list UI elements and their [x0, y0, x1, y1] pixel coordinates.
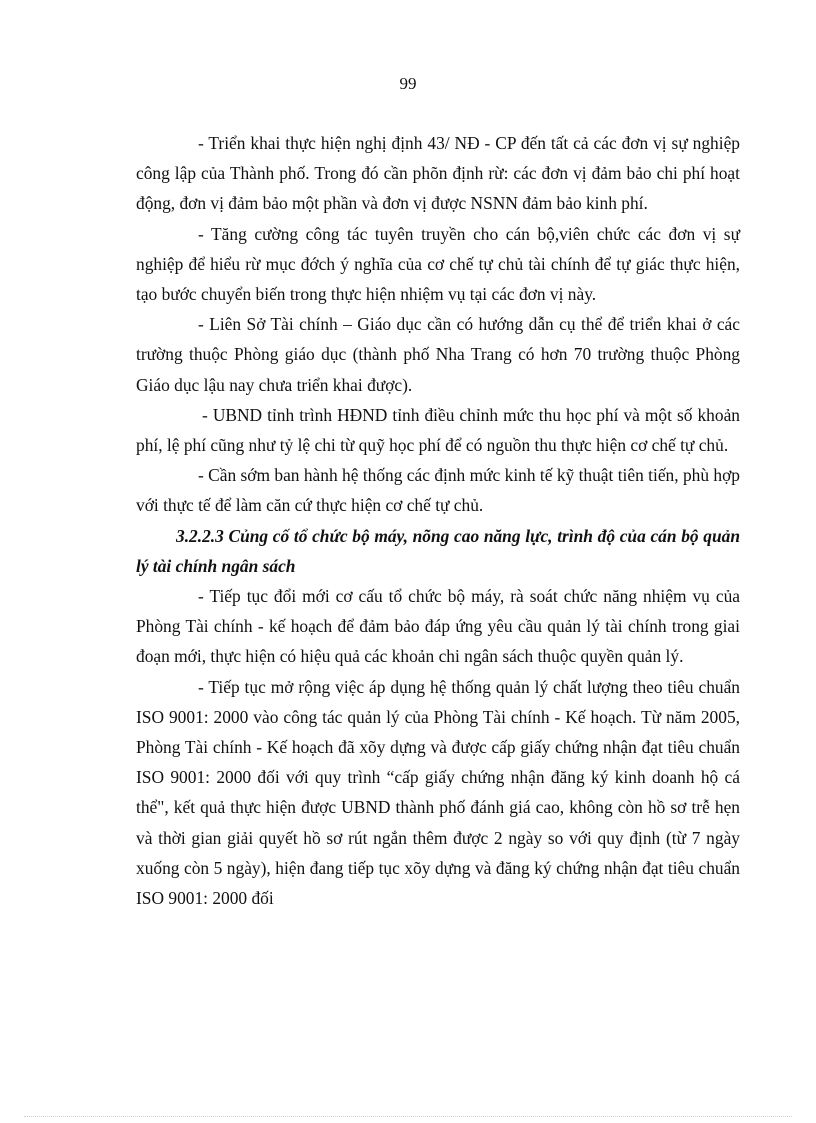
paragraph-nghi-dinh-43: - Triển khai thực hiện nghị định 43/ NĐ - CP đến tất cả các đơn vị sự nghiệp công lập của Thành phố. Trong đó cần phõn định rừ: các đơn vị đảm bảo chi phí hoạt động, đơn vị đảm bảo một phần và đơn vị được NSNN đảm bảo kinh phí.: [136, 133, 740, 214]
paragraph-ubnd-hoc-phi: - UBND tỉnh trình HĐND tỉnh điều chỉnh mức thu học phí và một số khoản phí, lệ phí cũng như tỷ lệ chi từ quỹ học phí để có nguồn thu thực hiện cơ chế tự chủ.: [136, 404, 740, 456]
paragraph-lien-so: - Liên Sở Tài chính – Giáo dục cần có hướng dẫn cụ thể để triển khai ở các trường thuộc Phòng giáo dục (thành phố Nha Trang có hơn 70 trường thuộc Phòng Giáo dục lậu nay chưa triển khai được).: [136, 314, 740, 395]
section-heading: 3.2.2.3 Củng cố tổ chức bộ máy, nõng cao năng lực, trình độ của cán bộ quản lý tài chính ngân sách: [136, 525, 740, 576]
page-number: 99: [399, 74, 417, 93]
paragraph-iso-9001: - Tiếp tục mở rộng việc áp dụng hệ thống quản lý chất lượng theo tiêu chuẩn ISO 9001: 2000 vào công tác quản lý của Phòng Tài chính - Kế hoạch. Từ năm 2005, Phòng Tài chính - Kế hoạch đã xõy dựng và được cấp giấy chứng nhận đạt tiêu chuẩn ISO 9001: 2000 đối với quy trình “cấp giấy chứng nhận đăng ký kinh doanh hộ cá thể", kết quả thực hiện được UBND thành phố đánh giá cao, không còn hồ sơ trễ hẹn và thời gian giải quyết hồ sơ rút ngắn thêm được 2 ngày so với quy định (từ 7 ngày xuống còn 5 ngày), hiện đang tiếp tục xõy dựng và đăng ký chứng nhận đạt tiêu chuẩn ISO 9001: 2000 đối: [136, 676, 740, 909]
paragraph-dinh-muc: - Cần sớm ban hành hệ thống các định mức kinh tế kỹ thuật tiên tiến, phù hợp với thực tế để làm căn cứ thực hiện cơ chế tự chủ.: [136, 465, 740, 516]
paragraph-co-cau-to-chuc: - Tiếp tục đổi mới cơ cấu tổ chức bộ máy, rà soát chức năng nhiệm vụ của Phòng Tài chính - kế hoạch để đảm bảo đáp ứng yêu cầu quản lý tài chính trong giai đoạn mới, thực hiện có hiệu quả các khoản chi ngân sách thuộc quyền quản lý.: [136, 586, 740, 667]
paragraph-tuyen-truyen: - Tăng cường công tác tuyên truyền cho cán bộ,viên chức các đơn vị sự nghiệp để hiểu rừ mục đớch ý nghĩa của cơ chế tự chủ tài chính để tự giác thực hiện, tạo bước chuyển biến trong thực hiện nhiệm vụ tại các đơn vị này.: [136, 223, 740, 305]
document-body: [136, 128, 740, 913]
page-bottom-divider: [24, 1116, 792, 1117]
